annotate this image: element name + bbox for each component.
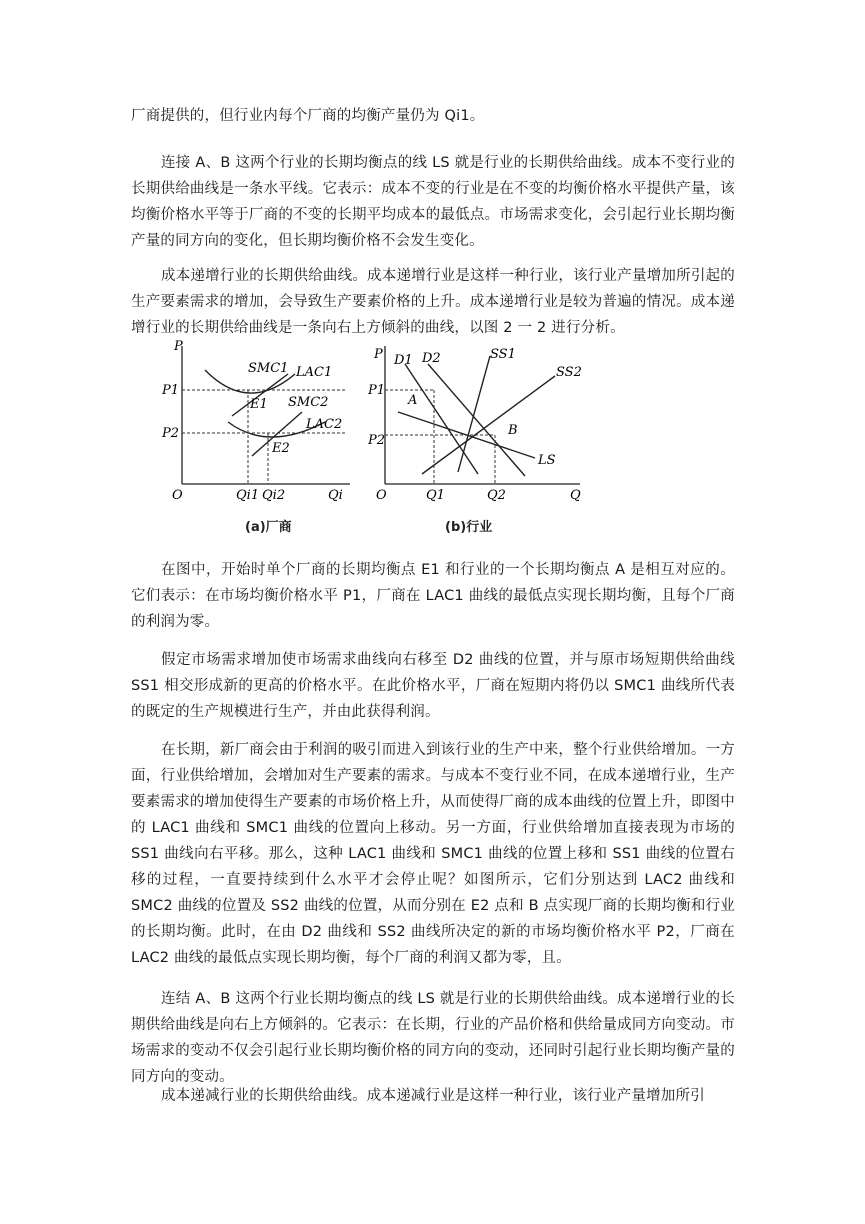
panel-a-x-label: Qi (328, 488, 343, 503)
paragraph-5: 假定市场需求增加使市场需求曲线向右移至 D2 曲线的位置，并与原市场短期供给曲线 SS1 相交形成新的更高的价格水平。在此价格水平，厂商在短期内将仍以 SMC1 曲线所代表的既定的生产规模进行生产，并由此获得利润。 (131, 652, 735, 720)
caption-a: (a)厂商 (245, 520, 292, 535)
panel-b-industry (367, 346, 582, 503)
ss2-curve (422, 376, 555, 474)
ss1-label: SS1 (490, 347, 516, 362)
paragraph-6: 在长期，新厂商会由于利润的吸引而进入到该行业的生产中来，整个行业供给增加。一方面，行业供给增加，会增加对生产要素的需求。与成本不变行业不同，在成本递增行业，生产要素需求的增加使得生产要素的市场价格上升，从而使得厂商的成本曲线的位置上升，即图中的 LAC1 曲线和 SMC1 曲线的位置向上移动。另一方面，行业供给增加直接表现为市场的 SS1 曲线向右平移。那么，这种 LAC1 曲线和 SMC1 曲线的位置上移和 SS1 曲线的位置右移的过程，一直要持续到什么水平才会停止呢？如图所示，它们分别达到 LAC2 曲线和 SMC2 曲线的位置及 SS2 曲线的位置，从而分别在 E2 点和 B 点实现厂商的长期均衡和行业的长期均衡。此时，在由 D2 曲线和 SS2 曲线所决定的新的市场均衡价格水平 P2，厂商在 LAC2 曲线的最低点实现长期均衡，每个厂商的利润又都为零，且。 (131, 742, 735, 966)
point-a-label: A (408, 393, 418, 408)
ss1-curve (458, 356, 490, 472)
panel-b-x-label: Q (570, 488, 581, 503)
e1-label: E1 (250, 397, 268, 412)
figure-svg (160, 334, 600, 539)
panel-b-q1-label: Q1 (426, 488, 445, 503)
panel-a-y-label: P (174, 339, 183, 354)
paragraph-4: 在图中，开始时单个厂商的长期均衡点 E1 和行业的一个长期均衡点 A 是相互对应的。它们表示：在市场均衡价格水平 P1，厂商在 LAC1 曲线的最低点实现长期均衡，且每个厂商的利润为零。 (131, 562, 735, 630)
panel-a-q2-label: Qi2 (262, 488, 286, 503)
smc1-label: SMC1 (248, 361, 289, 376)
paragraph-1: 厂商提供的，但行业内每个厂商的均衡产量仍为 Qi1。 (131, 108, 485, 124)
paragraph-2: 连接 A、B 这两个行业的长期均衡点的线 LS 就是行业的长期供给曲线。成本不变行业的长期供给曲线是一条水平线。它表示：成本不变的行业是在不变的均衡价格水平提供产量，该均衡价格水平等于厂商的不变的长期平均成本的最低点。市场需求变化，会引起行业长期均衡产量的同方向的变化，但长期均衡价格不会发生变化。 (131, 155, 735, 249)
panel-b-q2-label: Q2 (487, 488, 506, 503)
panel-b-origin: O (376, 488, 387, 503)
panel-a-p2-label: P2 (162, 426, 180, 441)
figure-2-2 (160, 334, 600, 539)
paragraph-7: 连结 A、B 这两个行业长期均衡点的线 LS 就是行业的长期供给曲线。成本递增行业的长期供给曲线是向右上方倾斜的。它表示：在长期，行业的产品价格和供给量成同方向变动。市场需求的变动不仅会引起行业长期均衡价格的同方向的变动，还同时引起行业长期均衡产量的同方向的变动。 (131, 991, 735, 1085)
panel-a-firm (161, 339, 350, 503)
caption-b: (b)行业 (445, 520, 493, 535)
ss2-label: SS2 (556, 365, 582, 380)
panel-a-p1-label: P1 (162, 383, 180, 398)
panel-b-p1-label: P1 (368, 383, 386, 398)
paragraph-3: 成本递增行业的长期供给曲线。成本递增行业是这样一种行业，该行业产量增加所引起的生产要素需求的增加，会导致生产要素价格的上升。成本递增行业是较为普遍的情况。成本递增行业的长期供给曲线是一条向右上方倾斜的曲线，以图 2 一 2 进行分析。 (131, 268, 735, 336)
smc2-label: SMC2 (288, 395, 329, 410)
panel-a-origin: O (172, 488, 183, 503)
e2-label: E2 (272, 441, 290, 456)
panel-a-q1-label: Qi1 (236, 488, 260, 503)
panel-b-y-label: P (374, 347, 383, 362)
lac1-label: LAC1 (296, 365, 333, 380)
panel-b-p2-label: P2 (368, 433, 386, 448)
d2-label: D2 (422, 351, 441, 366)
point-b-label: B (508, 423, 518, 438)
ls-label: LS (538, 453, 556, 468)
lac2-label: LAC2 (306, 417, 343, 432)
d1-label: D1 (394, 353, 413, 368)
paragraph-8: 成本递减行业的长期供给曲线。成本递减行业是这样一种行业，该行业产量增加所引 (161, 1088, 705, 1104)
